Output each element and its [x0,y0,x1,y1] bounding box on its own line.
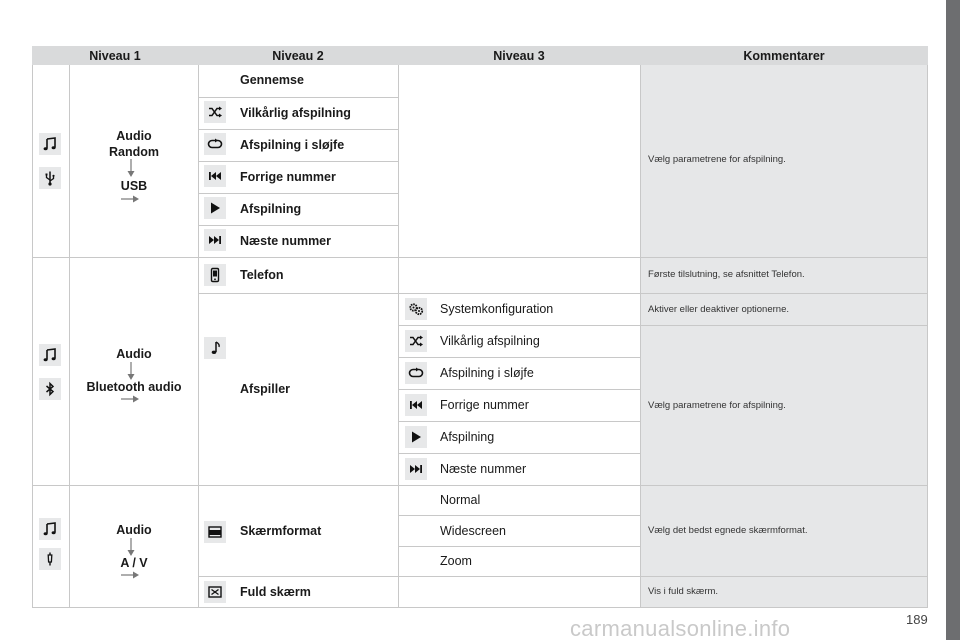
phone-icon [204,264,226,286]
item-naeste: Næste nummer [240,234,331,248]
next-track-icon [405,458,427,480]
comment-telefon: Første tilslutning, se afsnittet Telefon. [648,269,805,280]
usb-icon [39,167,61,189]
side-tab-bar [946,0,960,640]
arrow-down-icon [124,159,138,179]
level1-audio-bt: Audio [116,347,152,361]
level1-audio: Audio [116,129,152,143]
item-forrige-bt: Forrige nummer [440,398,529,412]
item-forrige: Forrige nummer [240,170,336,184]
item-vilkaarlig: Vilkårlig afspilning [240,106,351,120]
item-widescreen: Widescreen [440,524,506,538]
repeat-icon [405,362,427,384]
page-number: 189 [906,612,928,627]
menu-table [32,46,928,608]
previous-track-icon [204,165,226,187]
music-note-icon [39,133,61,155]
play-icon [204,197,226,219]
fullscreen-icon [204,581,226,603]
item-gennemse: Gennemse [240,73,304,87]
item-skaermformat: Skærmformat [240,524,322,538]
aux-jack-icon [39,548,61,570]
next-track-icon [204,229,226,251]
bluetooth-icon [39,378,61,400]
item-naeste-bt: Næste nummer [440,462,527,476]
comment-systemkonfiguration: Aktiver eller deaktiver optionerne. [648,304,789,315]
previous-track-icon [405,394,427,416]
item-vilkaarlig-bt: Vilkårlig afspilning [440,334,540,348]
item-afspilning: Afspilning [240,202,302,216]
watermark: carmanualsonline.info [570,616,791,641]
item-afspilning-bt: Afspilning [440,430,495,444]
item-systemkonfiguration: Systemkonfiguration [440,302,554,316]
music-note-icon [39,344,61,366]
comment-fuld-skaerm: Vis i fuld skærm. [648,586,719,597]
music-note-icon [39,518,61,540]
comment-skaermformat: Vælg det bedst egnede skærmformat. [648,525,808,536]
header-niveau-3: Niveau 3 [398,46,640,65]
shuffle-icon [405,330,427,352]
arrow-right-icon [121,569,141,581]
item-sloejfe-bt: Afspilning i sløjfe [440,366,534,380]
comment-s2: Vælg parametrene for afspilning. [648,400,786,411]
item-afspiller: Afspiller [240,382,291,396]
header-niveau-1: Niveau 1 [32,46,198,65]
screen-format-icon [204,521,226,543]
header-kommentarer: Kommentarer [640,46,928,65]
repeat-icon [204,133,226,155]
shuffle-icon [204,101,226,123]
system-config-icon [405,298,427,320]
item-normal: Normal [440,493,481,507]
item-fuld-skaerm: Fuld skærm [240,585,311,599]
level1-av: A / V [120,556,148,570]
level1-audio-av: Audio [116,523,152,537]
header-niveau-2: Niveau 2 [198,46,398,65]
play-icon [405,426,427,448]
item-zoom: Zoom [440,554,472,568]
comment-s1: Vælg parametrene for afspilning. [648,154,786,165]
arrow-right-icon [121,193,141,205]
arrow-right-icon [121,393,141,405]
level1-bluetooth-audio: Bluetooth audio [86,380,182,394]
item-telefon: Telefon [240,268,284,282]
item-sloejfe: Afspilning i sløjfe [240,138,345,152]
single-note-icon [204,337,226,359]
level1-random: Random [109,145,159,159]
level1-usb: USB [120,179,148,193]
